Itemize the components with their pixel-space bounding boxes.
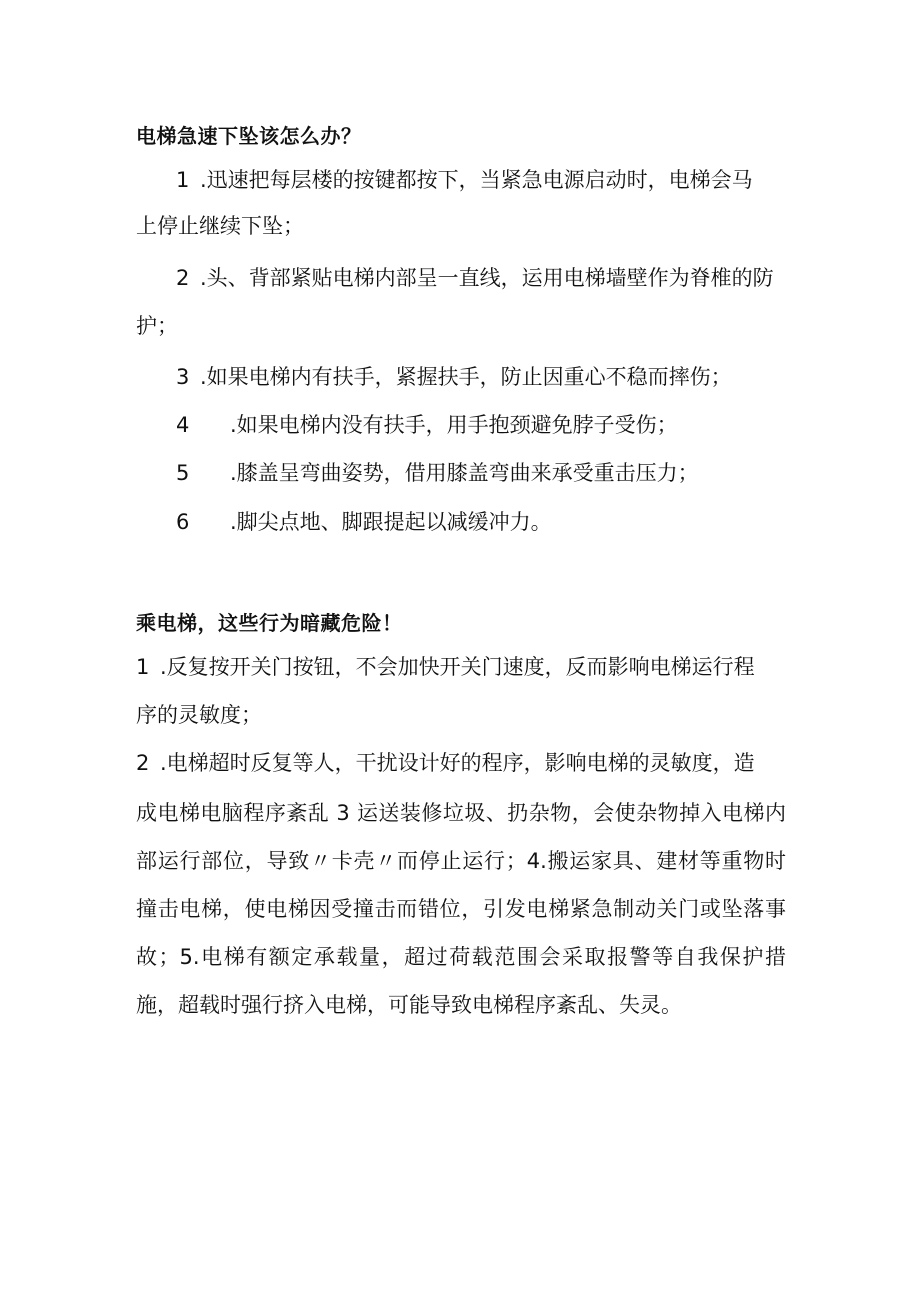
item-text-paragraph: 成电梯电脑程序紊乱 3 运送装修垃圾、扔杂物，会使杂物掉入电梯内部运行部位，导致〃卡壳〃而停止运行；4.搬运家具、建材等重物时撞击电梯，使电梯因受撞击而错位，引发电梯紧急制动关门或坠落事故；5.电梯有额定承载量，超过荷载范围会采取报警等自我保护措施，超载时强行挤入电梯，可能导致电梯程序紊乱、失灵。 [136,801,786,1017]
item-text: .头、背部紧贴电梯内部呈一直线，运用电梯墙壁作为脊椎的防 [200,266,774,290]
item-number: 5 [176,461,190,485]
item-text: .迅速把每层楼的按键都按下，当紧急电源启动时，电梯会马 [200,168,753,192]
item-text: .如果电梯内有扶手，紧握扶手，防止因重心不稳而摔伤； [200,365,732,389]
item-text: .反复按开关门按钮，不会加快开关门速度，反而影响电梯运行程 [160,655,755,679]
item-text-cont: 护； [136,314,178,338]
item-text: .脚尖点地、脚跟提起以减缓冲力。 [230,510,552,534]
item-text: .电梯超时反复等人，干扰设计好的程序，影响电梯的灵敏度，造 [160,751,755,775]
item-text-cont: 序的灵敏度； [136,703,262,727]
section2-title: 乘电梯，这些行为暗藏危险！ [136,611,403,635]
section1-title: 电梯急速下坠该怎么办？ [136,124,362,148]
item-number: 2 [136,751,150,775]
item-text-cont: 上停止继续下坠； [136,214,304,238]
item-number: 1 [136,655,150,679]
item-text: .如果电梯内没有扶手，用手抱颈避免脖子受伤； [230,413,678,437]
item-number: 2 [176,266,190,290]
item-number: 4 [176,413,190,437]
item-number: 3 [176,365,190,389]
item-number: 6 [176,510,190,534]
item-number: 1 [176,168,190,192]
item-text: .膝盖呈弯曲姿势，借用膝盖弯曲来承受重击压力； [230,461,699,485]
